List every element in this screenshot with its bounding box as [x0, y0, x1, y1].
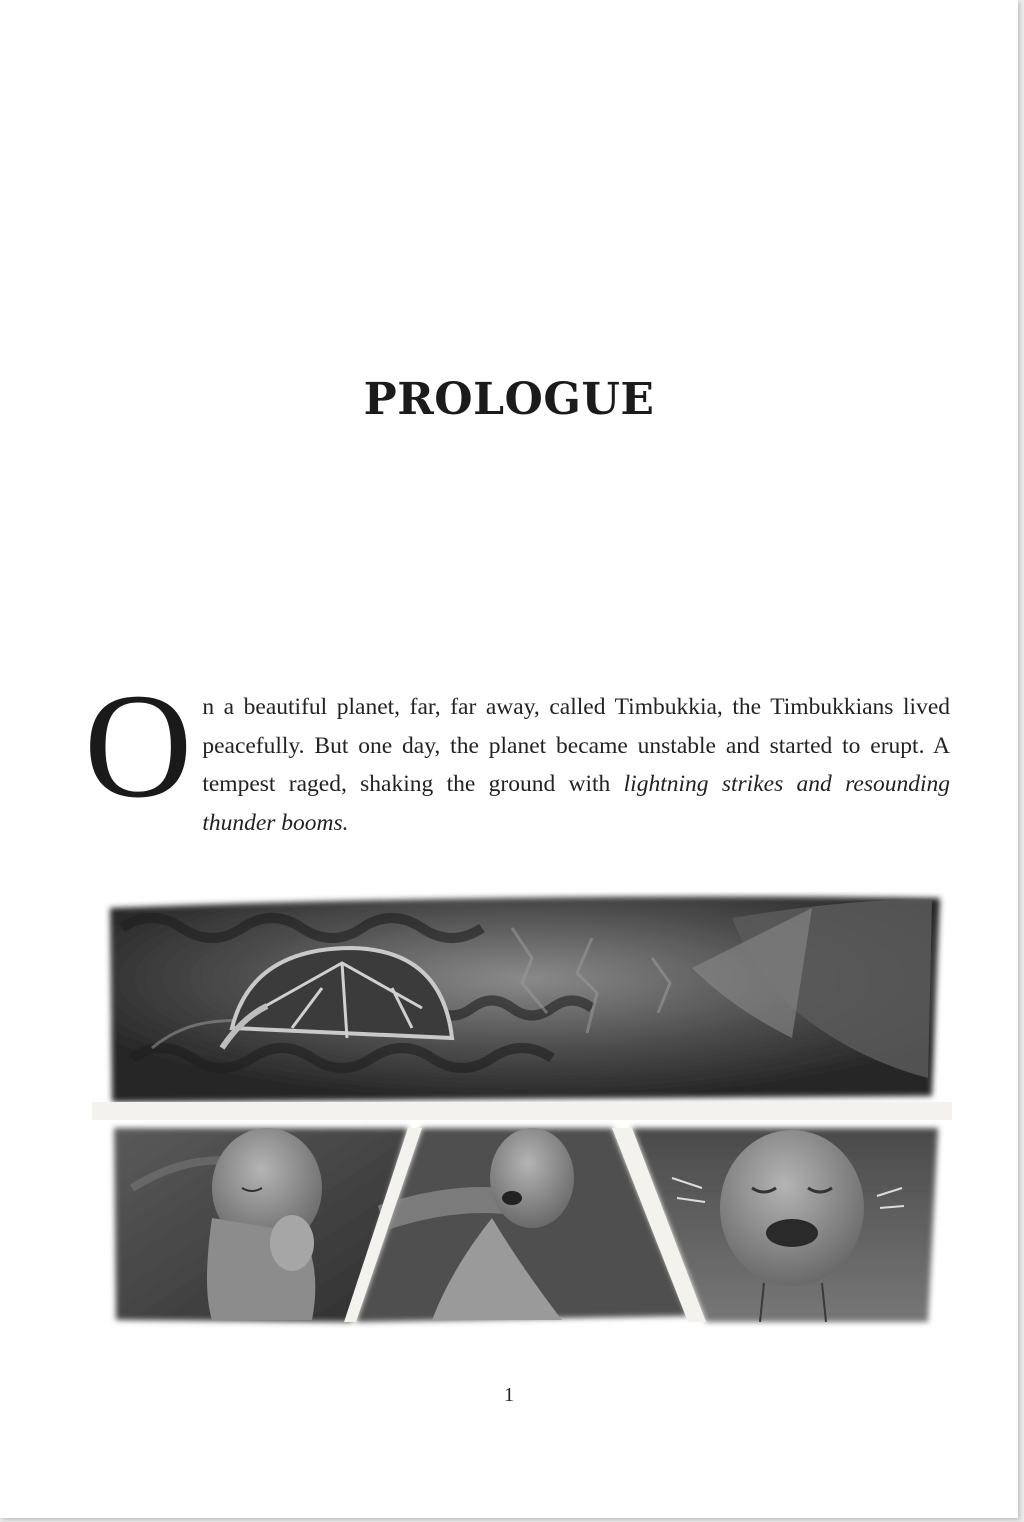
storm-panel — [92, 888, 952, 1102]
comic-illustration — [92, 888, 952, 1336]
drop-cap: O — [84, 663, 193, 829]
chapter-title: PROLOGUE — [363, 374, 655, 425]
opening-paragraph — [84, 663, 950, 842]
page-number: 1 — [504, 1384, 514, 1406]
paragraph-text: n a beautiful planet, far, far away, called Timbukkia, the Timbukkians lived peacefully. But one day, the planet became unstable and started to erupt. A tempest raged, shaking the ground with — [202, 694, 950, 797]
paragraph-italic-text: lightning strikes and resounding thunder booms. — [202, 771, 950, 836]
